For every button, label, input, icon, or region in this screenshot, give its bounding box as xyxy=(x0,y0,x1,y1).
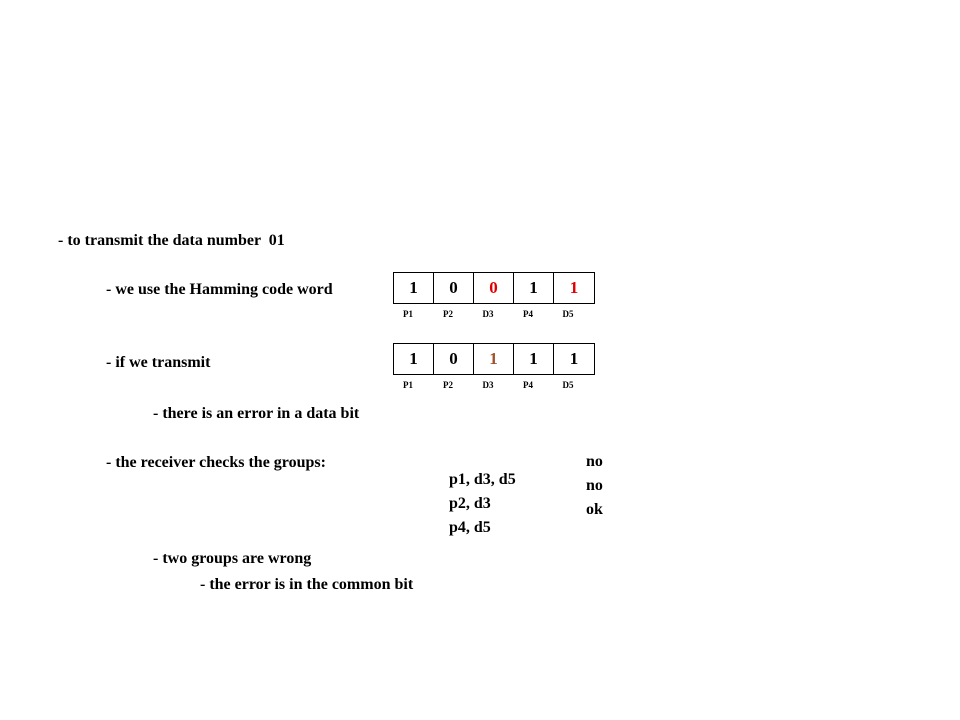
code-bit-d3: 0 xyxy=(474,273,514,303)
group-status-1: no xyxy=(586,453,603,470)
group-status-2: no xyxy=(586,477,603,494)
common-bit-line: - the error is in the common bit xyxy=(200,576,414,593)
code-bit-p2: 0 xyxy=(434,273,474,303)
group-row-3 xyxy=(441,501,491,537)
code-label-p4: P4 xyxy=(523,309,533,319)
hamming-code-line: - we use the Hamming code word xyxy=(106,281,333,298)
tx-bit-p4: 1 xyxy=(514,344,554,374)
tx-label-d5: D5 xyxy=(562,380,574,390)
group-name-3: p4, d5 xyxy=(449,519,491,536)
error-data-bit-line: - there is an error in a data bit xyxy=(153,405,360,422)
group-name-1: p1, d3, d5 xyxy=(449,471,516,488)
tx-label-p2: P2 xyxy=(443,380,453,390)
tx-label-p4: P4 xyxy=(523,380,533,390)
tx-label-p1: P1 xyxy=(403,380,413,390)
code-label-p2: P2 xyxy=(443,309,453,319)
tx-bit-p1: 1 xyxy=(394,344,434,374)
tx-label-d3: D3 xyxy=(482,380,494,390)
code-word-box xyxy=(393,272,595,304)
two-groups-wrong-line: - two groups are wrong xyxy=(153,550,312,567)
code-label-d5: D5 xyxy=(562,309,574,319)
code-word-labels xyxy=(388,309,588,319)
transmit-data-line: - to transmit the data number 01 xyxy=(58,232,285,249)
tx-bit-d3: 1 xyxy=(474,344,514,374)
code-label-d3: D3 xyxy=(482,309,494,319)
transmitted-word-box xyxy=(393,343,595,375)
if-transmit-line: - if we transmit xyxy=(106,354,211,371)
code-label-p1: P1 xyxy=(403,309,413,319)
group-status-3: ok xyxy=(586,501,603,518)
code-bit-p1: 1 xyxy=(394,273,434,303)
receiver-checks-line: - the receiver checks the groups: xyxy=(106,454,326,471)
code-bit-d5: 1 xyxy=(569,278,579,297)
group-name-2: p2, d3 xyxy=(449,495,491,512)
transmitted-word-labels xyxy=(388,380,588,390)
code-bit-p4: 1 xyxy=(514,273,554,303)
tx-bit-p2: 0 xyxy=(434,344,474,374)
tx-bit-d5: 1 xyxy=(569,349,579,368)
